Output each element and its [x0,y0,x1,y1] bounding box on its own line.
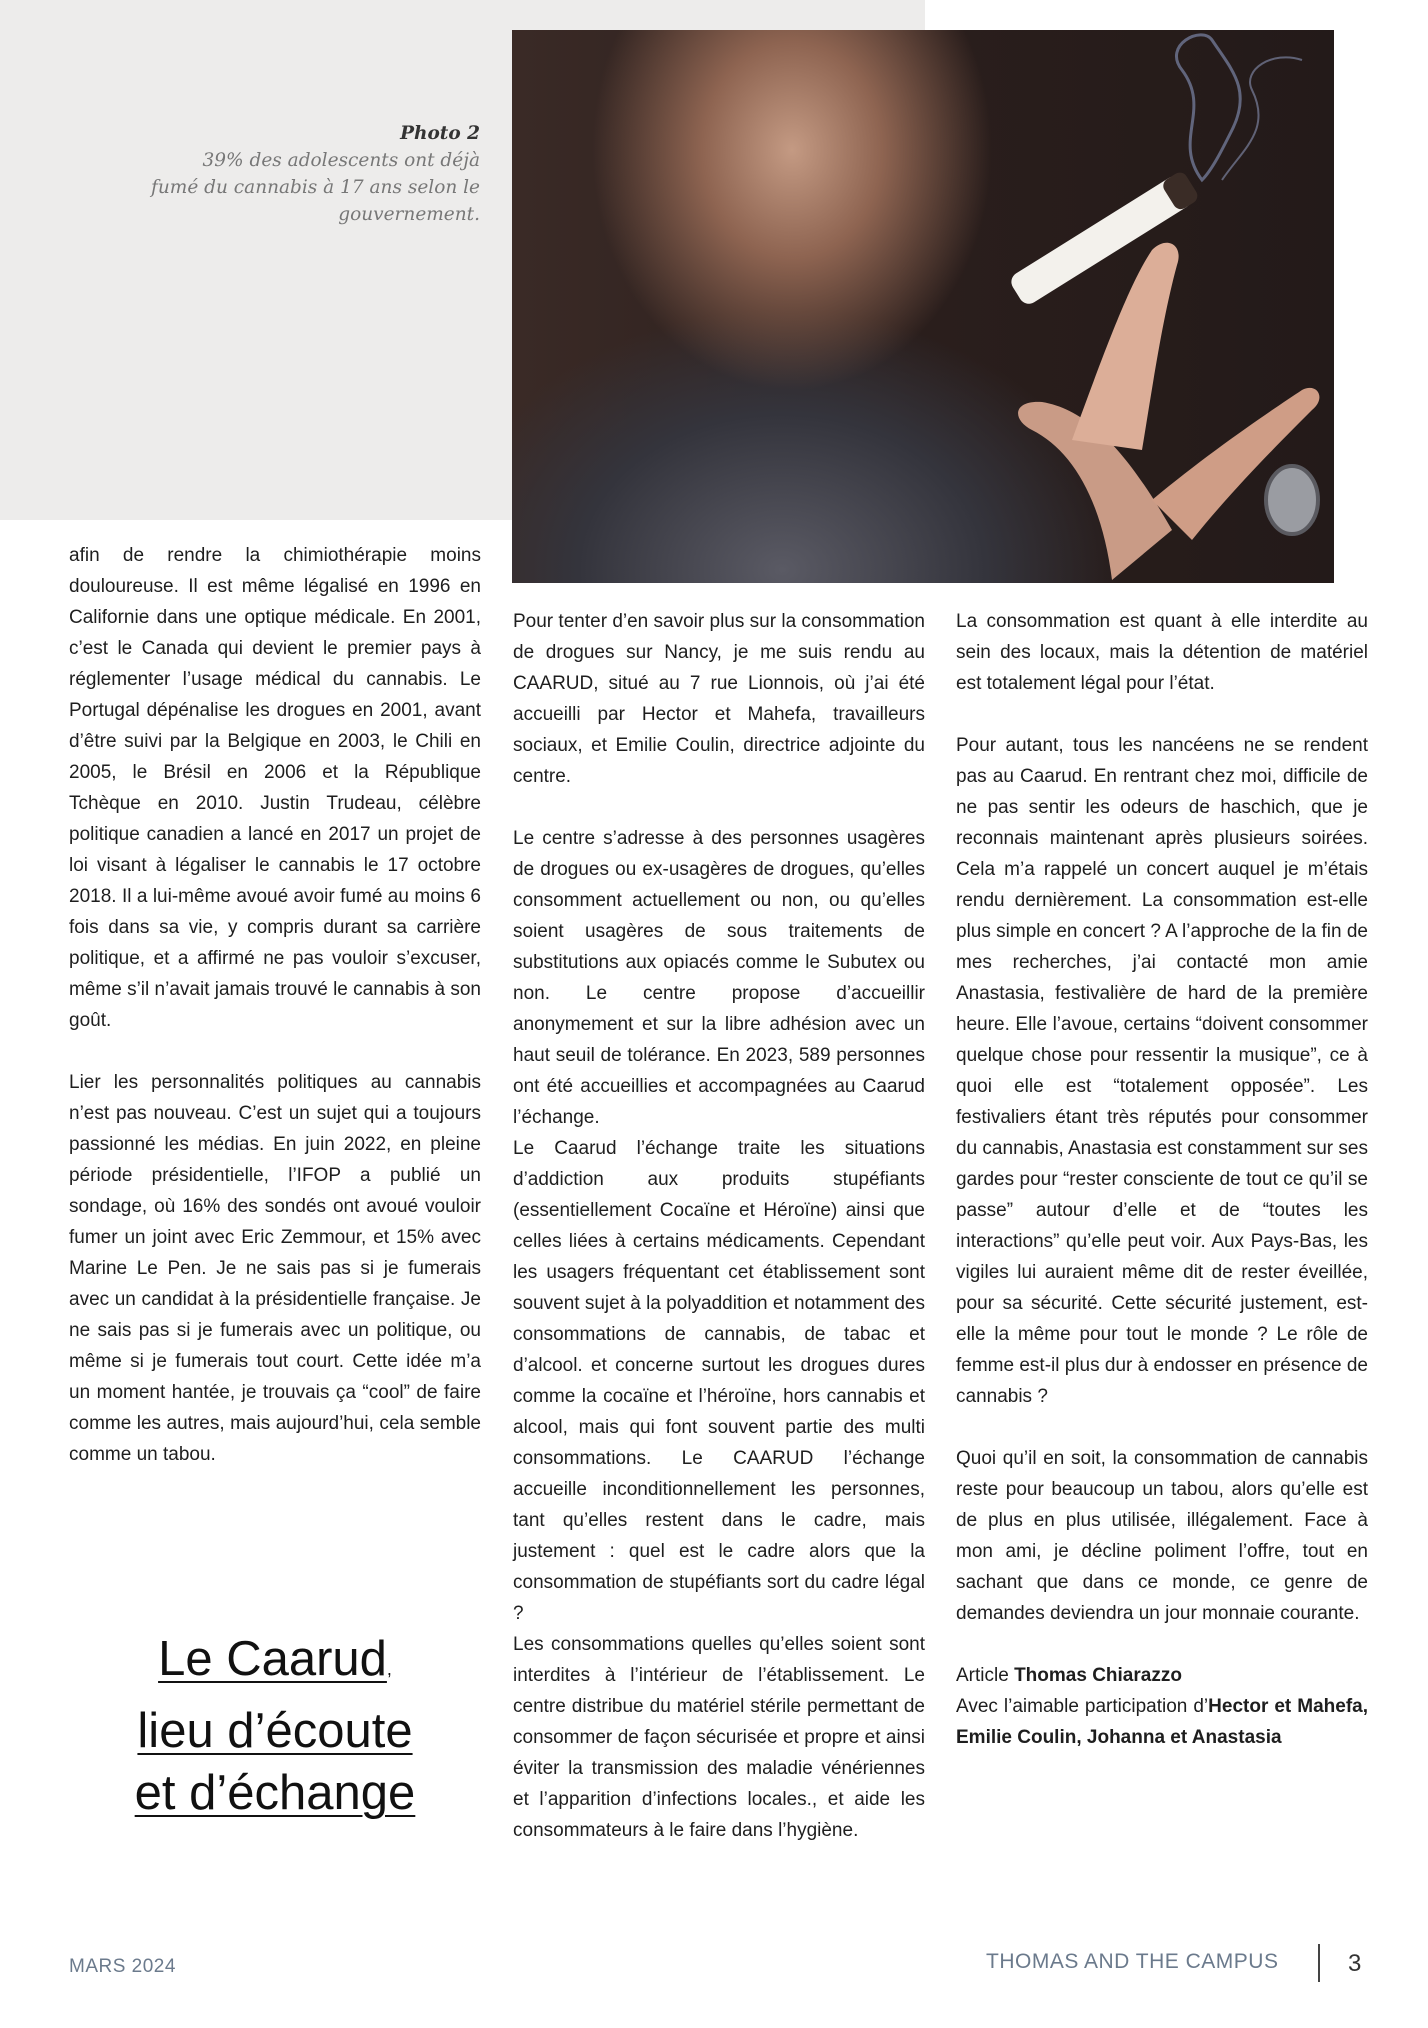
heading-line-3: et d’échange [134,1766,416,1820]
paragraph: Le centre s’adresse à des personnes usagères de drogues ou ex-usagères de drogues, qu’elles consomment actuellement ou non, ou qu’elles soient usagères de sous traitements de substitutions aux opiacés comme le Subutex ou non. Le centre propose d’accueillir anonymement et sur la libre adhésion avec un haut seuil de tolérance. En 2023, 589 personnes ont été accueillies et accompagnées au Caarud l’échange. [513,828,925,1128]
article-column-1 [69,540,481,1501]
paragraph: Quoi qu’il en soit, la consommation de cannabis reste pour beaucoup un tabou, alors qu’elle est de plus en plus utilisée, illégalement. Face à mon ami, je décline poliment l’offre, tout en sachant que dans ce monde, ce genre de demandes deviendra un jour monnaie courante. [956,1448,1368,1624]
credit-label: Article [956,1665,1015,1686]
thanks-names: Hector et Mahefa, Emilie Coulin, Johanna et Anastasia [956,1696,1368,1748]
photo-caption [150,120,480,228]
paragraph: Lier les personnalités politiques au cannabis n’est pas nouveau. C’est un sujet qui a toujours passionné les médias. En juin 2022, en pleine période présidentielle, l’IFOP a publié un sondage, où 16% des sondés ont avoué vouloir fumer un joint avec Eric Zemmour, et 15% avec Marine Le Pen. Je ne sais pas si je fumerais avec un candidat à la présidentielle française. Je ne sais pas si je fumerais avec un politique, ou même si je fumerais tout court. Cette idée m’a un moment hantée, je trouvais ça “cool” de faire comme les autres, mais aujourd’hui, cela semble comme un tabou. [69,1072,481,1465]
section-heading [69,1628,481,1824]
photo-smoker [512,30,1334,583]
heading-comma: , [386,1659,392,1679]
page-number: 3 [1348,1950,1362,1977]
paragraph: afin de rendre la chimiothérapie moins douloureuse. Il est même légalisé en 1996 en Californie dans une optique médicale. En 2001, c’est le Canada qui devient le premier pays à réglementer l’usage médical du cannabis. Le Portugal dépénalise les drogues en 2001, avant d’être suivi par la Belgique en 2003, le Chili en 2005, le Brésil en 2006 et la République Tchèque en 2010. Justin Trudeau, célèbre politique canadien a lancé en 2017 un projet de loi visant à légaliser le cannabis le 17 octobre 2018. Il a lui-même avoué avoir fumé au moins 6 fois dans sa vie, y compris durant sa carrière politique, et a affirmé ne pas vouloir s’excuser, même s’il n’avait jamais trouvé le cannabis à son goût. [69,545,481,1031]
heading-line-2: lieu d’écoute [137,1704,413,1758]
article-credit [956,1660,1368,1691]
article-column-2 [513,606,925,1846]
photo-caption-text: 39% des adolescents ont déjà fumé du cannabis à 17 ans selon le gouvernement. [151,150,480,225]
photo-caption-title: Photo 2 [400,123,480,144]
cigarette-illustration [512,30,1334,583]
paragraph: Pour autant, tous les nancéens ne se rendent pas au Caarud. En rentrant chez moi, difficile de ne pas sentir les odeurs de haschich, que je reconnais maintenant après plusieurs soirées. Cela m’a rappelé un concert auquel je m’étais rendu dernièrement. La consommation est-elle plus simple en concert ? A l’approche de la fin de mes recherches, j’ai contacté mon amie Anastasia, festivalière de hard de la première heure. Elle l’avoue, certains “doivent consommer quelque chose pour ressentir la musique”, ce à quoi elle est “totalement opposée”. Les festivaliers étant très réputés pour consommer du cannabis, Anastasia est constamment sur ses gardes pour “rester consciente de tout ce qu’il se passe” autour d’elle et de “toutes les interactions” qu’elle peut voir. Aux Pays-Bas, les vigiles lui auraient même dit de rester éveillée, pour sa sécurité. Cette sécurité justement, est-elle la même pour tout le monde ? Le rôle de femme est-il plus dur à endosser en présence de cannabis ? [956,735,1368,1407]
thanks-label: Avec l’aimable participation d’ [956,1696,1209,1717]
paragraph: Les consommations quelles qu’elles soient sont interdites à l’intérieur de l’établissement. Le centre distribue du matériel stérile permettant de consommer de façon sécurisée et propre et ainsi éviter la transmission des maladie vénériennes et l’apparition d’infections locales., et aide les consommateurs à le faire dans l’hygiène. [513,1634,925,1841]
footer-publication: THOMAS AND THE CAMPUS [986,1950,1279,1973]
footer-divider [1318,1944,1320,1982]
article-thanks [956,1691,1368,1753]
paragraph: La consommation est quant à elle interdite au sein des locaux, mais la détention de matériel est totalement légal pour l’état. [956,611,1368,694]
heading-line-1: Le Caarud [158,1632,387,1686]
paragraph: Pour tenter d’en savoir plus sur la consommation de drogues sur Nancy, je me suis rendu au CAARUD, situé au 7 rue Lionnois, où j’ai été accueilli par Hector et Mahefa, travailleurs sociaux, et Emilie Coulin, directrice adjointe du centre. [513,611,925,787]
footer-date: MARS 2024 [69,1956,176,1977]
paragraph: Le Caarud l’échange traite les situations d’addiction aux produits stupéfiants (essentiellement Cocaïne et Héroïne) ainsi que celles liées à certains médicaments. Cependant les usagers fréquentant cet établissement sont souvent sujet à la polyaddition et notamment des consommations de cannabis, de tabac et d’alcool. et concerne surtout les drogues dures comme la cocaïne et l’héroïne, hors cannabis et alcool, mais qui font souvent partie des multi consommations. Le CAARUD l’échange accueille inconditionnellement les personnes, tant qu’elles restent dans le cadre, mais justement : quel est le cadre alors que la consommation de stupéfiants sort du cadre légal ? [513,1138,925,1624]
credit-author: Thomas Chiarazzo [1014,1665,1182,1686]
article-column-3 [956,606,1368,1753]
